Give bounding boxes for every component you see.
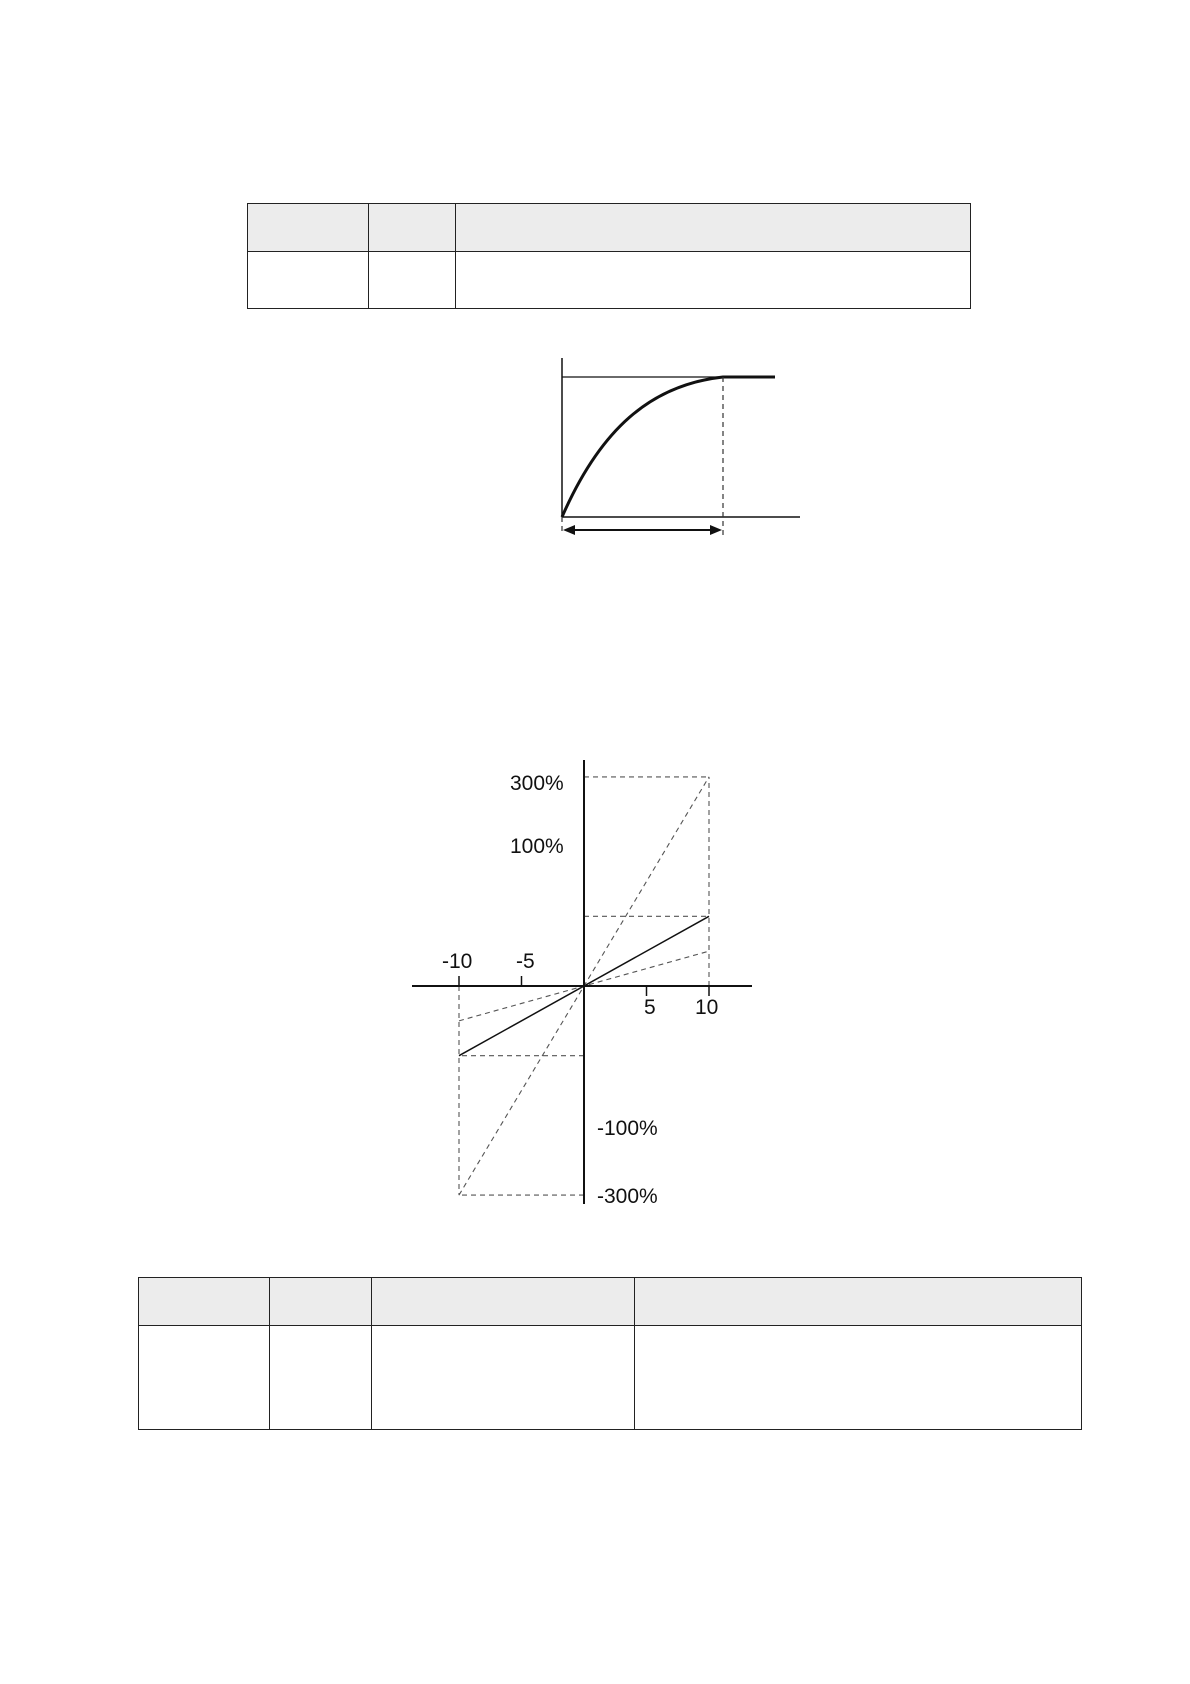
table-header-cell (635, 1278, 1082, 1326)
x-tick-label: 5 (644, 996, 656, 1019)
y-tick-label: -100% (597, 1117, 658, 1140)
table-header-cell (139, 1278, 270, 1326)
table-header-cell (372, 1278, 635, 1326)
table-row (139, 1326, 1082, 1430)
table-cell (139, 1326, 270, 1430)
y-tick-label: 100% (510, 835, 564, 858)
table-header-cell (270, 1278, 372, 1326)
y-tick-label: -300% (597, 1185, 658, 1208)
table-cell (372, 1326, 635, 1430)
parameter-table-bottom (138, 1277, 1082, 1430)
table-cell (635, 1326, 1082, 1430)
x-tick-label: -10 (442, 950, 473, 973)
table-header-row (139, 1278, 1082, 1326)
x-tick-label: 10 (695, 996, 719, 1019)
x-tick-label: -5 (516, 950, 535, 973)
table-cell (270, 1326, 372, 1430)
y-tick-label: 300% (510, 772, 564, 795)
